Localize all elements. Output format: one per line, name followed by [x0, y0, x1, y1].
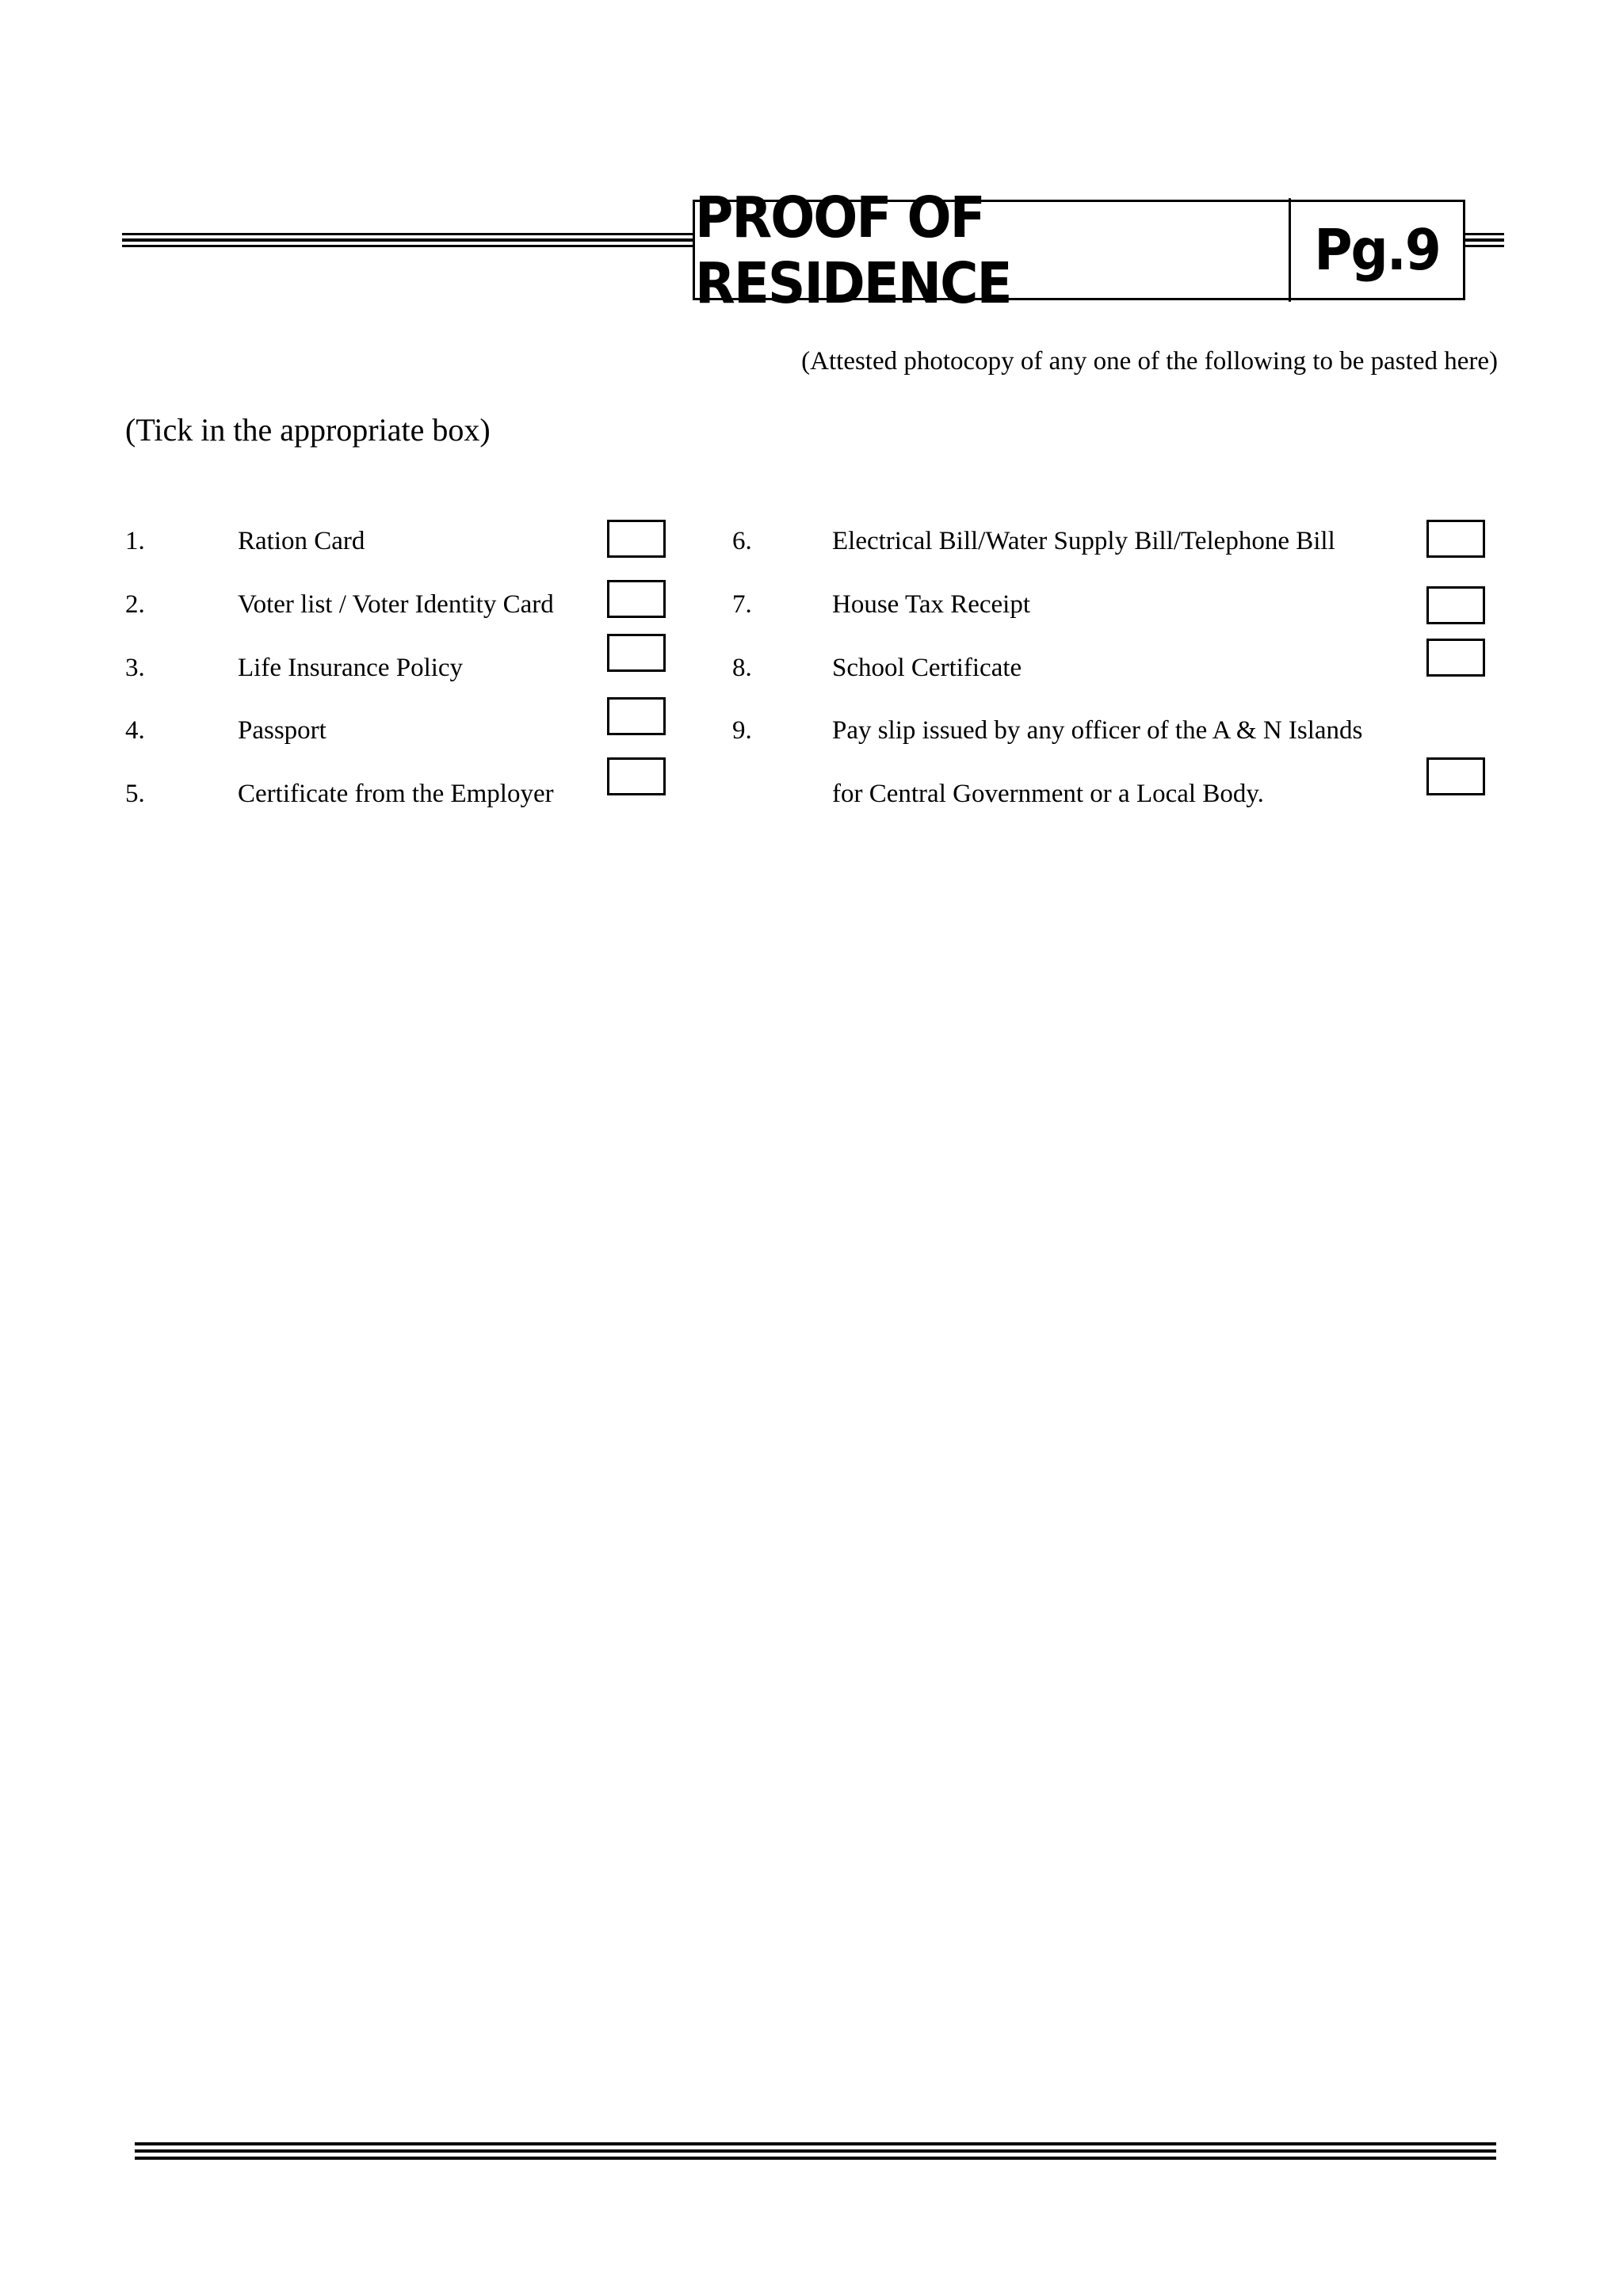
item-label-voter-id: Voter list / Voter Identity Card: [238, 590, 554, 619]
checkbox-school-certificate[interactable]: [1426, 639, 1485, 677]
checkbox-passport[interactable]: [607, 697, 666, 735]
item-number: 5.: [125, 780, 145, 808]
item-label-pay-slip: Pay slip issued by any officer of the A & N Islands: [832, 716, 1363, 745]
item-number: 7.: [732, 590, 752, 619]
item-number: 8.: [732, 654, 752, 682]
footer-rule: [135, 2142, 1496, 2160]
checkbox-life-insurance[interactable]: [607, 634, 666, 672]
checkbox-utility-bill[interactable]: [1426, 520, 1485, 558]
item-label-life-insurance: Life Insurance Policy: [238, 654, 464, 682]
checkbox-ration-card[interactable]: [607, 520, 666, 558]
checkbox-voter-id[interactable]: [607, 580, 666, 618]
item-number: 3.: [125, 654, 145, 682]
header-rule-left: [122, 233, 694, 247]
page-number: Pg.9: [1314, 216, 1440, 284]
paste-instruction-note: (Attested photocopy of any one of the following to be pasted here): [801, 347, 1498, 376]
tick-instruction: (Tick in the appropriate box): [125, 412, 491, 448]
checkbox-employer-certificate[interactable]: [607, 757, 666, 795]
checkbox-house-tax[interactable]: [1426, 586, 1485, 624]
item-number: 9.: [732, 716, 752, 745]
item-label-pay-slip-line2: for Central Government or a Local Body.: [832, 780, 1264, 808]
item-label-school-certificate: School Certificate: [832, 654, 1022, 682]
item-number: 6.: [732, 527, 752, 555]
item-number: 2.: [125, 590, 145, 619]
title-box: [693, 184, 1465, 316]
item-label-utility-bill: Electrical Bill/Water Supply Bill/Telephone Bill: [832, 527, 1335, 555]
checkbox-pay-slip[interactable]: [1426, 757, 1485, 795]
page-title: PROOF OF RESIDENCE: [695, 198, 1291, 302]
item-label-passport: Passport: [238, 716, 327, 745]
item-label-house-tax: House Tax Receipt: [832, 590, 1031, 619]
item-label-employer-certificate: Certificate from the Employer: [238, 780, 554, 808]
header-rule-right: [1463, 233, 1504, 247]
item-number: 1.: [125, 527, 145, 555]
item-label-ration-card: Ration Card: [238, 527, 365, 555]
item-number: 4.: [125, 716, 145, 745]
